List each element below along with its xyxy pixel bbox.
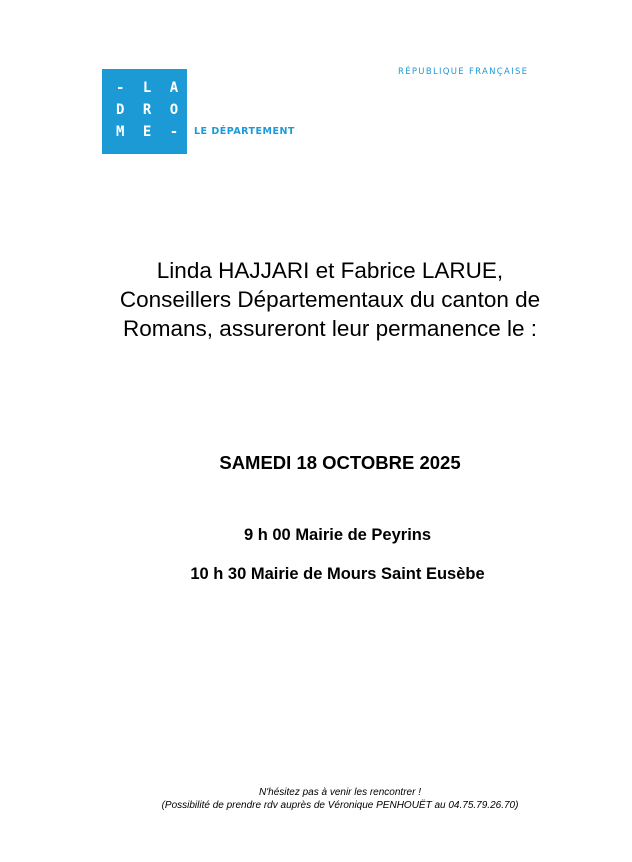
footer-contact: (Possibilité de prendre rdv auprès de Véronique PENHOUËT au 04.75.79.26.70) — [161, 800, 519, 811]
event-date: SAMEDI 18 OCTOBRE 2025 — [219, 452, 461, 473]
logo-line-1: - L A — [116, 80, 184, 96]
department-label: LE DÉPARTEMENT — [194, 126, 295, 137]
intro-line-1: Linda HAJJARI et Fabrice LARUE, — [156, 258, 504, 283]
intro-line-2: Conseillers Départementaux du canton de — [119, 287, 541, 312]
logo-line-3: M E - — [116, 124, 184, 140]
republique-francaise-label: RÉPUBLIQUE FRANÇAISE — [398, 67, 529, 77]
schedule-slot-2: 10 h 30 Mairie de Mours Saint Eusèbe — [190, 565, 485, 583]
intro-line-3: Romans, assureront leur permanence le : — [123, 316, 537, 341]
footer-invitation: N'hésitez pas à venir les rencontrer ! — [259, 787, 421, 798]
la-drome-logo — [102, 69, 187, 154]
logo-line-2: D R O — [116, 102, 184, 118]
schedule-slot-1: 9 h 00 Mairie de Peyrins — [243, 526, 432, 544]
